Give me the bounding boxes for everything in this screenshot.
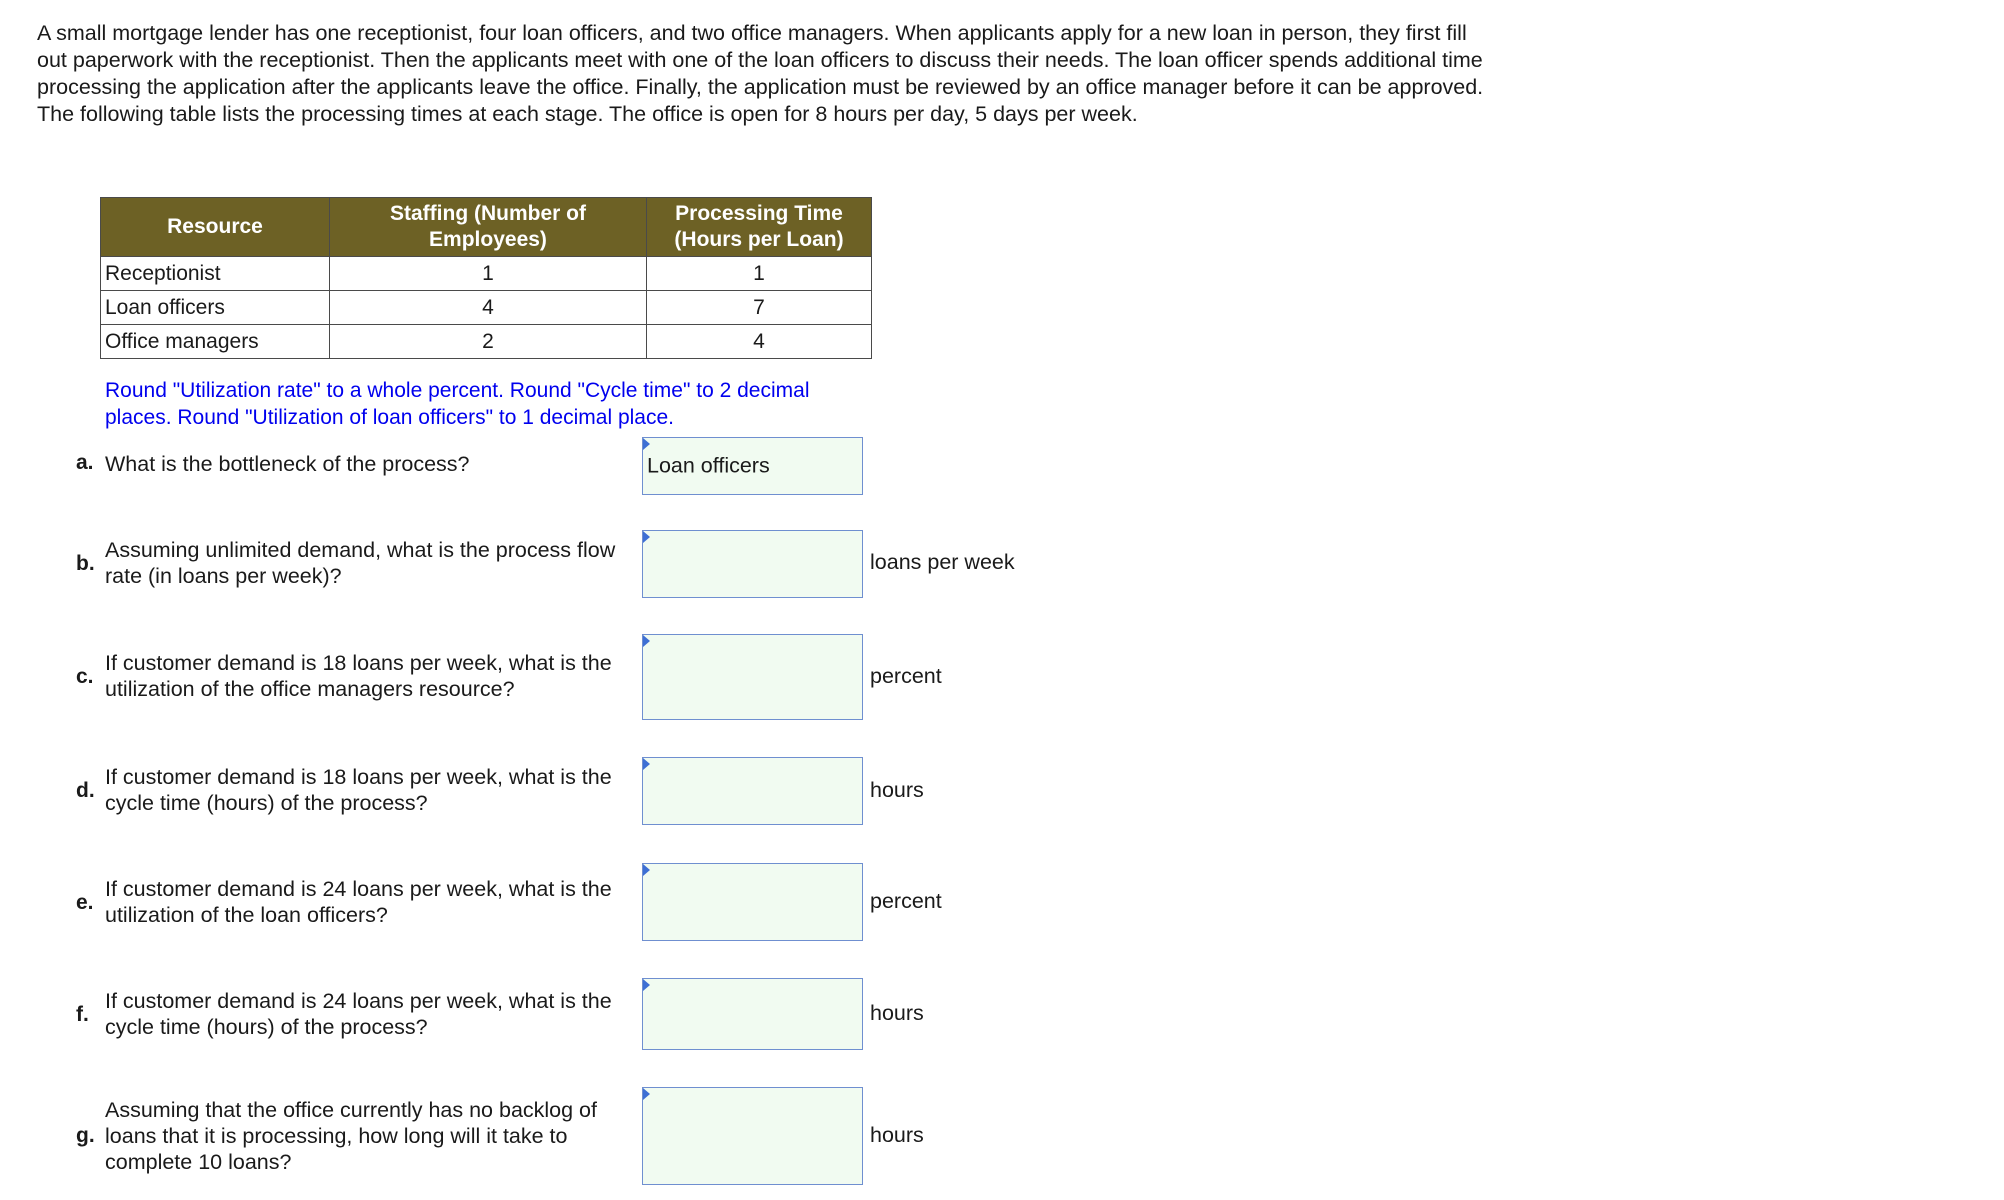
answer-input-a[interactable] [642, 437, 863, 495]
processing-times-table [100, 197, 872, 359]
answer-input-c[interactable] [642, 634, 863, 720]
question-text: Assuming that the office currently has no backlog of loans that it is processing, how long will it take to complete 10 loans? [105, 1098, 597, 1174]
answer-flag-icon [643, 1088, 650, 1100]
answer-unit: hours [870, 1001, 924, 1025]
header-resource: Resource [101, 198, 330, 257]
cell-resource: Receptionist [101, 257, 330, 291]
table-row [101, 325, 872, 359]
cell-staffing: 1 [330, 257, 647, 291]
answer-unit: hours [870, 1123, 924, 1147]
question-letter: f. [76, 1003, 89, 1026]
answer-flag-icon [643, 979, 650, 991]
answer-unit: hours [870, 778, 924, 802]
question-letter: a. [76, 451, 94, 474]
cell-time: 7 [647, 291, 872, 325]
question-letter: g. [76, 1124, 95, 1147]
table-row [101, 291, 872, 325]
answer-flag-icon [643, 758, 650, 770]
cell-staffing: 4 [330, 291, 647, 325]
answer-unit: loans per week [870, 550, 1015, 574]
answer-input-f[interactable] [642, 978, 863, 1050]
rounding-instructions: Round "Utilization rate" to a whole percent. Round "Cycle time" to 2 decimal places. Round "Utilization of loan officers" to 1 decimal place. [105, 379, 810, 429]
cell-resource: Loan officers [101, 291, 330, 325]
cell-staffing: 2 [330, 325, 647, 359]
header-processing-time: Processing Time (Hours per Loan) [647, 198, 872, 257]
answer-unit: percent [870, 889, 942, 913]
cell-time: 1 [647, 257, 872, 291]
cell-resource: Office managers [101, 325, 330, 359]
answer-flag-icon [643, 531, 650, 543]
answer-input-e[interactable] [642, 863, 863, 941]
answer-input-b[interactable] [642, 530, 863, 598]
question-text: Assuming unlimited demand, what is the process flow rate (in loans per week)? [105, 538, 616, 588]
question-text: What is the bottleneck of the process? [105, 452, 470, 476]
question-letter: b. [76, 552, 95, 575]
question-text: If customer demand is 24 loans per week, what is the utilization of the loan officers? [105, 877, 612, 927]
answer-flag-icon [643, 864, 650, 876]
answer-input-d[interactable] [642, 757, 863, 825]
question-letter: e. [76, 891, 94, 914]
question-letter: d. [76, 779, 95, 802]
table-row [101, 257, 872, 291]
problem-statement: A small mortgage lender has one receptionist, four loan officers, and two office managers. When applicants apply for a new loan in person, they first fill out paperwork with the receptionist. Then the applicants meet with one of the loan officers to discuss their needs. The loan officer spends additional time processing the application after the applicants leave the office. Finally, the application must be reviewed by an office manager before it can be approved. The following table lists the processing times at each stage. The office is open for 8 hours per day, 5 days per week. [37, 21, 1484, 126]
question-text: If customer demand is 18 loans per week, what is the utilization of the office managers resource? [105, 651, 612, 701]
answer-input-g[interactable] [642, 1087, 863, 1185]
question-text: If customer demand is 24 loans per week, what is the cycle time (hours) of the process? [105, 989, 612, 1039]
cell-time: 4 [647, 325, 872, 359]
answer-value: Loan officers [647, 453, 770, 478]
question-text: If customer demand is 18 loans per week, what is the cycle time (hours) of the process? [105, 765, 612, 815]
table-header-row [101, 198, 872, 257]
answer-flag-icon [643, 438, 650, 450]
answer-unit: percent [870, 664, 942, 688]
header-staffing: Staffing (Number of Employees) [330, 198, 647, 257]
question-letter: c. [76, 665, 94, 688]
answer-flag-icon [643, 635, 650, 647]
